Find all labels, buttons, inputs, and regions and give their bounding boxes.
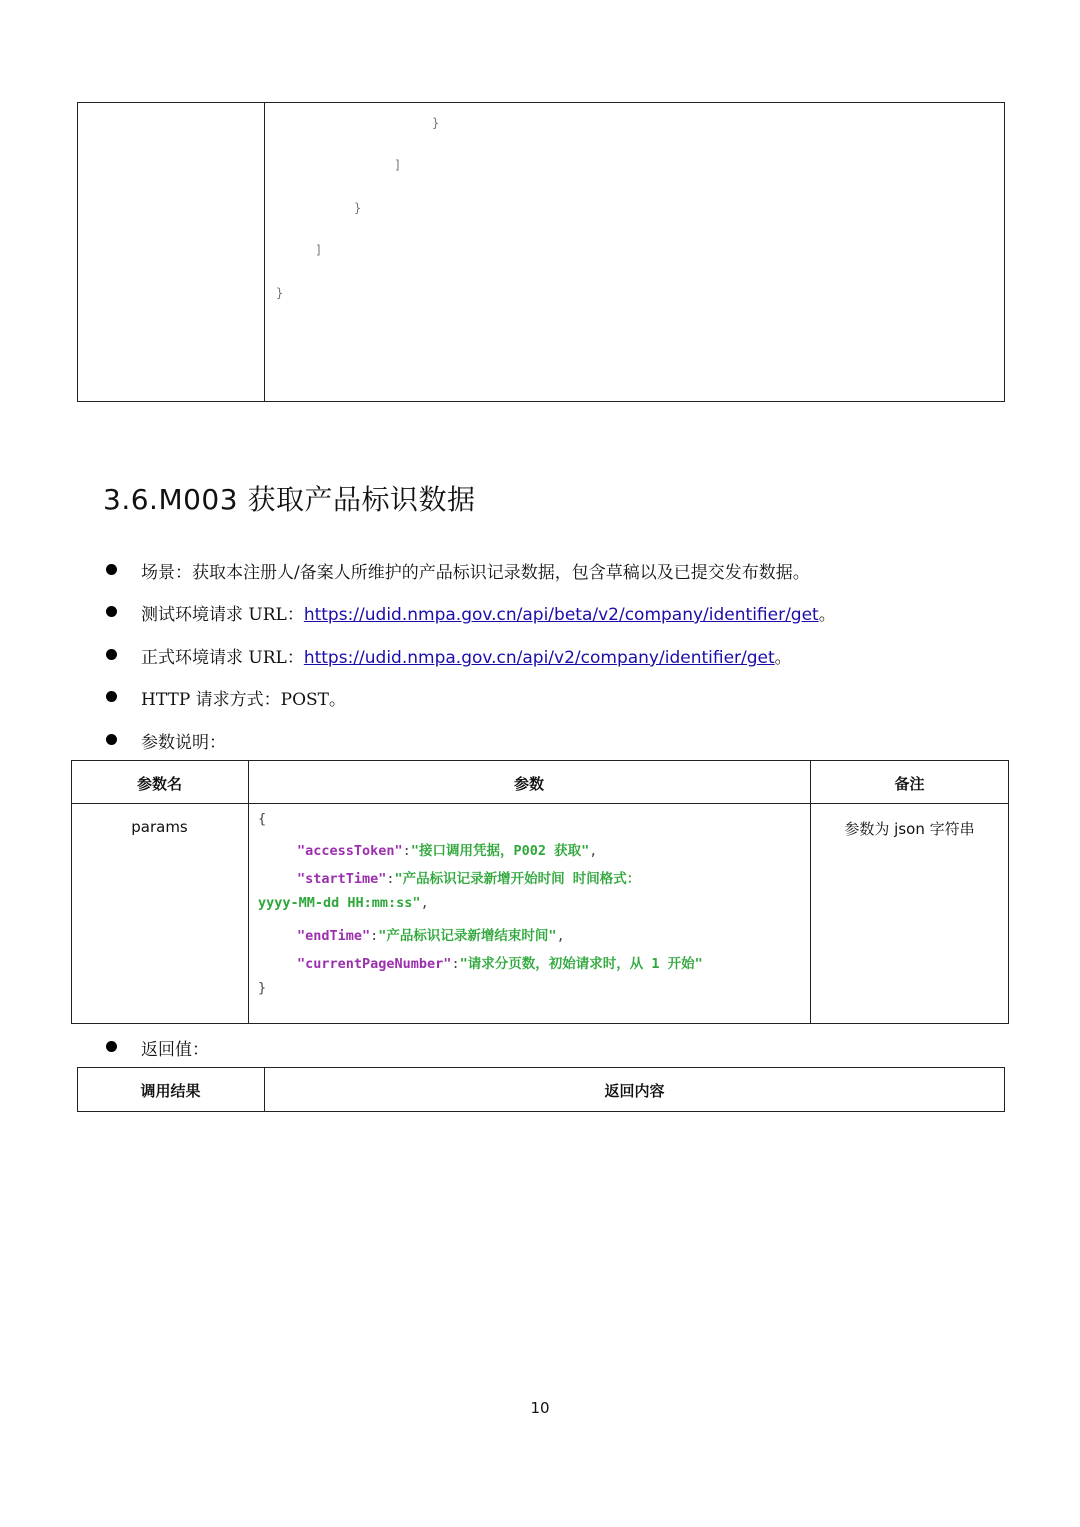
test-url-link[interactable]: https://udid.nmpa.gov.cn/api/beta/v2/company/identifier/get — [303, 605, 819, 625]
param-header-note: 备注 — [894, 775, 925, 793]
code-value: "接口调用凭据，P002 获取" — [410, 843, 590, 859]
code-sep: : — [370, 928, 379, 944]
code-value: "请求分页数，初始请求时，从 1 开始" — [459, 956, 703, 972]
page-number: 10 — [530, 1399, 550, 1417]
code-sep: : — [386, 871, 395, 887]
bullet-http-method: HTTP 请求方式：POST。 — [141, 690, 347, 710]
bullet-param-desc: 参数说明： — [141, 733, 226, 753]
bullet-return-value: 返回值： — [141, 1040, 209, 1060]
bullet-dot — [106, 606, 117, 617]
code-value: yyyy-MM-dd HH:mm:ss" — [258, 895, 421, 911]
code-line-current-page — [297, 952, 703, 972]
param-name-cell: params — [131, 818, 188, 836]
code-end: , — [589, 843, 598, 859]
code-value: "产品标识记录新增开始时间 时间格式： — [394, 871, 641, 887]
code-bracket-line-2: ] — [394, 158, 402, 172]
section-title: M003 获取产品标识数据 — [158, 483, 476, 516]
test-url-suffix: 。 — [818, 605, 836, 625]
param-table-col-divider-1 — [248, 760, 249, 1024]
code-value: "产品标识记录新增结束时间" — [378, 928, 557, 944]
code-brace-line-1: } — [432, 116, 440, 130]
code-end: , — [420, 895, 429, 911]
code-brace-line-3: } — [354, 201, 362, 215]
return-header-content: 返回内容 — [604, 1082, 665, 1100]
code-sep: : — [451, 956, 460, 972]
code-sep: : — [402, 843, 411, 859]
code-line-end-time — [297, 924, 565, 944]
code-close-brace: } — [258, 980, 267, 996]
param-header-name: 参数名 — [136, 775, 182, 793]
bullet-dot — [106, 649, 117, 660]
bullet-dot — [106, 734, 117, 745]
code-line-start-time-cont — [258, 895, 429, 911]
param-note-cell: 参数为 json 字符串 — [844, 820, 975, 838]
section-number: 3.6. — [103, 483, 159, 516]
code-line-access-token — [297, 839, 597, 859]
bullet-prod-url — [141, 643, 792, 668]
param-table-header-line — [71, 803, 1009, 804]
return-header-result: 调用结果 — [140, 1082, 201, 1100]
bullet-scene: 场景：获取本注册人/备案人所维护的产品标识记录数据，包含草稿以及已提交发布数据。 — [141, 563, 810, 583]
prod-url-suffix: 。 — [774, 648, 792, 668]
bullet-dot — [106, 691, 117, 702]
code-line-start-time — [297, 867, 640, 887]
continued-table-divider — [264, 102, 265, 402]
code-bracket-line-4: ] — [315, 243, 323, 257]
code-open-brace: { — [258, 811, 267, 827]
code-brace-line-5: } — [276, 286, 284, 300]
bullet-dot — [106, 564, 117, 575]
code-key: "currentPageNumber" — [297, 956, 452, 972]
prod-url-link[interactable]: https://udid.nmpa.gov.cn/api/v2/company/identifier/get — [303, 648, 775, 668]
code-key: "accessToken" — [297, 843, 403, 859]
code-key: "endTime" — [297, 928, 371, 944]
code-end: , — [556, 928, 565, 944]
code-key: "startTime" — [297, 871, 387, 887]
continued-code-table — [77, 102, 1005, 402]
param-table — [71, 760, 1009, 1024]
section-heading — [103, 478, 475, 518]
param-header-param: 参数 — [513, 775, 544, 793]
bullet-dot — [106, 1041, 117, 1052]
bullet-test-url — [141, 600, 836, 625]
param-table-col-divider-2 — [810, 760, 811, 1024]
test-url-label: 测试环境请求 URL： — [141, 605, 304, 625]
prod-url-label: 正式环境请求 URL： — [141, 648, 304, 668]
